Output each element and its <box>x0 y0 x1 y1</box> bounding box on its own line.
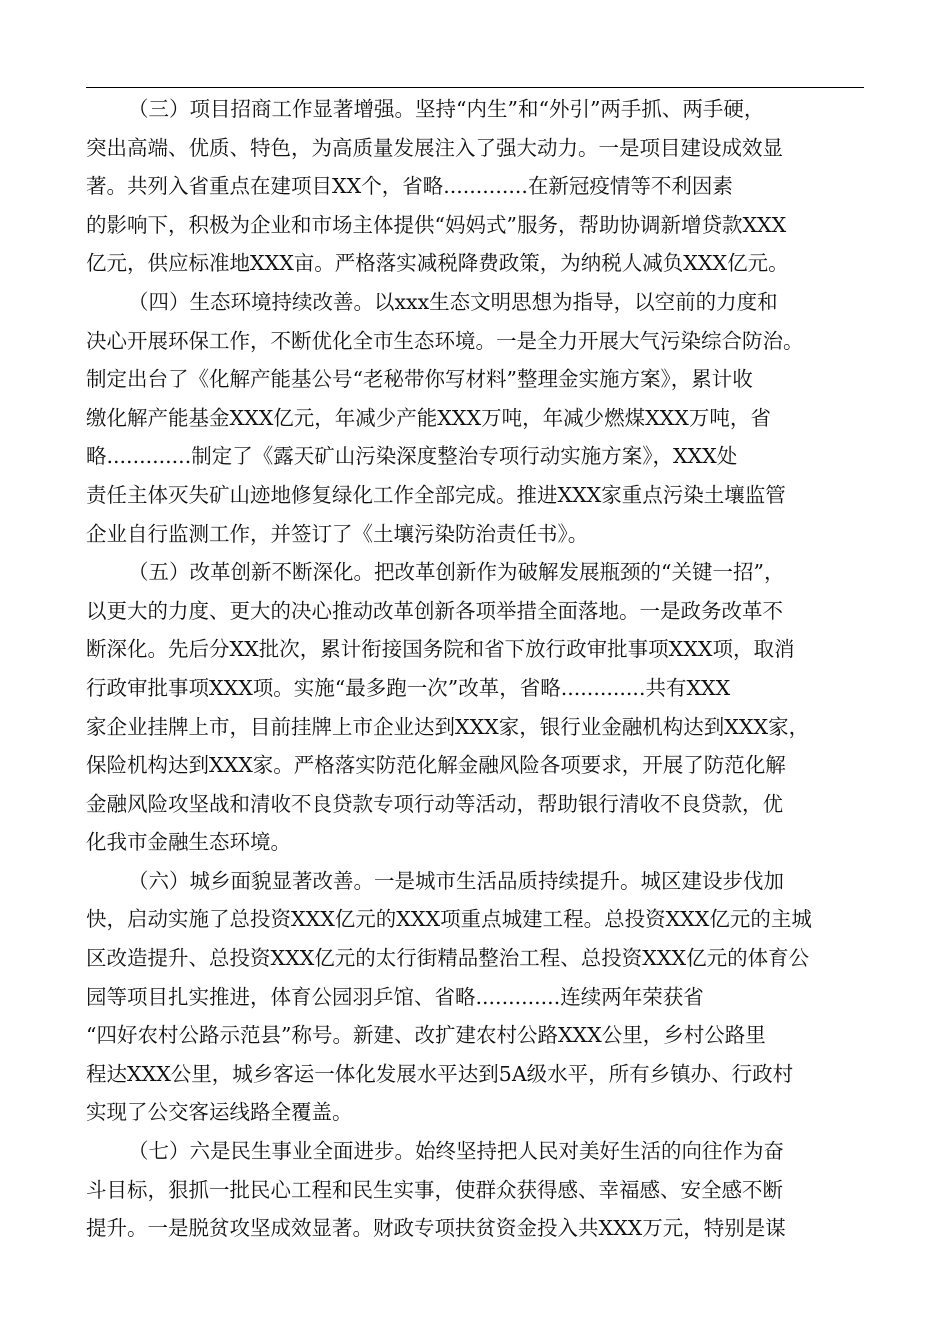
paragraph-line: 略.............制定了《露天矿山污染深度整治专项行动实施方案》，XXX处 <box>86 444 738 469</box>
paragraph-line: 以更大的力度、更大的决心推动改革创新各项举措全面落地。一是政务改革不 <box>86 598 783 623</box>
paragraph-line: 缴化解产能基金XXX亿元，年减少产能XXX万吨，年减少燃煤XXX万吨，省 <box>86 405 771 430</box>
paragraph-line: 区改造提升、总投资XXX亿元的太行街精品整治工程、总投资XXX亿元的体育公 <box>86 946 810 971</box>
paragraph-line: 著。共列入省重点在建项目XX个，省略.............在新冠疫情等不利因素 <box>86 174 733 199</box>
paragraph-line: 实现了公交客运线路全覆盖。 <box>86 1100 353 1125</box>
paragraph-line: 责任主体灭失矿山迹地修复绿化工作全部完成。推进XXX家重点污染土壤监管 <box>86 482 786 507</box>
paragraph-line: 金融风险攻坚战和清收不良贷款专项行动等活动，帮助银行清收不良贷款，优 <box>86 791 783 816</box>
paragraph <box>86 283 876 553</box>
paragraph-line: （三）项目招商工作显著增强。坚持“内生”和“外引”两手抓、两手硬， <box>128 97 765 121</box>
paragraph-line: 程达XXX公里，城乡客运一体化发展水平达到5A级水平，所有乡镇办、行政村 <box>86 1061 794 1086</box>
paragraph-line: 园等项目扎实推进，体育公园羽乒馆、省略.............连续两年荣获省 <box>86 984 704 1009</box>
paragraph-line: （四）生态环境持续改善。以xxx生态文明思想为指导，以空前的力度和 <box>128 289 778 314</box>
paragraph-line: 亿元，供应标准地XXX亩。严格落实减税降费政策，为纳税人减负XXX亿元。 <box>86 251 789 276</box>
paragraph-line: “四好农村公路示范县”称号。新建、改扩建农村公路XXX公里，乡村公路里 <box>86 1023 766 1048</box>
paragraph <box>86 862 876 1132</box>
paragraph-line: （七）六是民生事业全面进步。始终坚持把人民对美好生活的向往作为奋 <box>128 1139 784 1164</box>
paragraph-line: 突出高端、优质、特色，为高质量发展注入了强大动力。一是项目建设成效显 <box>86 135 783 160</box>
paragraph-line: 制定出台了《化解产能基公号“老秘带你写材料”整理金实施方案》，累计收 <box>86 367 753 392</box>
paragraph-line: 提升。一是脱贫攻坚成效显著。财政专项扶贫资金投入共XXX万元，特别是谋 <box>86 1216 786 1241</box>
document-body <box>86 90 876 1248</box>
paragraph-line: 家企业挂牌上市，目前挂牌上市企业达到XXX家，银行业金融机构达到XXX家， <box>86 714 810 739</box>
paragraph <box>86 90 876 283</box>
paragraph-line: （五）改革创新不断深化。把改革创新作为破解发展瓶颈的“关键一招”， <box>128 560 785 585</box>
paragraph <box>86 553 876 862</box>
paragraph-line: （六）城乡面貌显著改善。一是城市生活品质持续提升。城区建设步伐加 <box>128 868 784 893</box>
header-rule <box>86 87 864 88</box>
paragraph <box>86 1132 876 1248</box>
paragraph-line: 斗目标，狠抓一批民心工程和民生实事，使群众获得感、幸福感、安全感不断 <box>86 1177 783 1202</box>
paragraph-line: 快，启动实施了总投资XXX亿元的XXX项重点城建工程。总投资XXX亿元的主城 <box>86 907 812 932</box>
paragraph-line: 决心开展环保工作，不断优化全市生态环境。一是全力开展大气污染综合防治。 <box>86 328 804 353</box>
paragraph-line: 保险机构达到XXX家。严格落实防范化解金融风险各项要求，开展了防范化解 <box>86 753 786 778</box>
paragraph-line: 行政审批事项XXX项。实施“最多跑一次”改革，省略.............共有XXX <box>86 675 731 700</box>
paragraph-line: 化我市金融生态环境。 <box>86 830 291 855</box>
paragraph-line: 断深化。先后分XX批次，累计衔接国务院和省下放行政审批事项XXX项，取消 <box>86 637 795 662</box>
paragraph-line: 的影响下，积极为企业和市场主体提供“妈妈式”服务，帮助协调新增贷款XXX <box>86 212 787 237</box>
paragraph-line: 企业自行监测工作，并签订了《土壤污染防治责任书》。 <box>86 521 589 546</box>
